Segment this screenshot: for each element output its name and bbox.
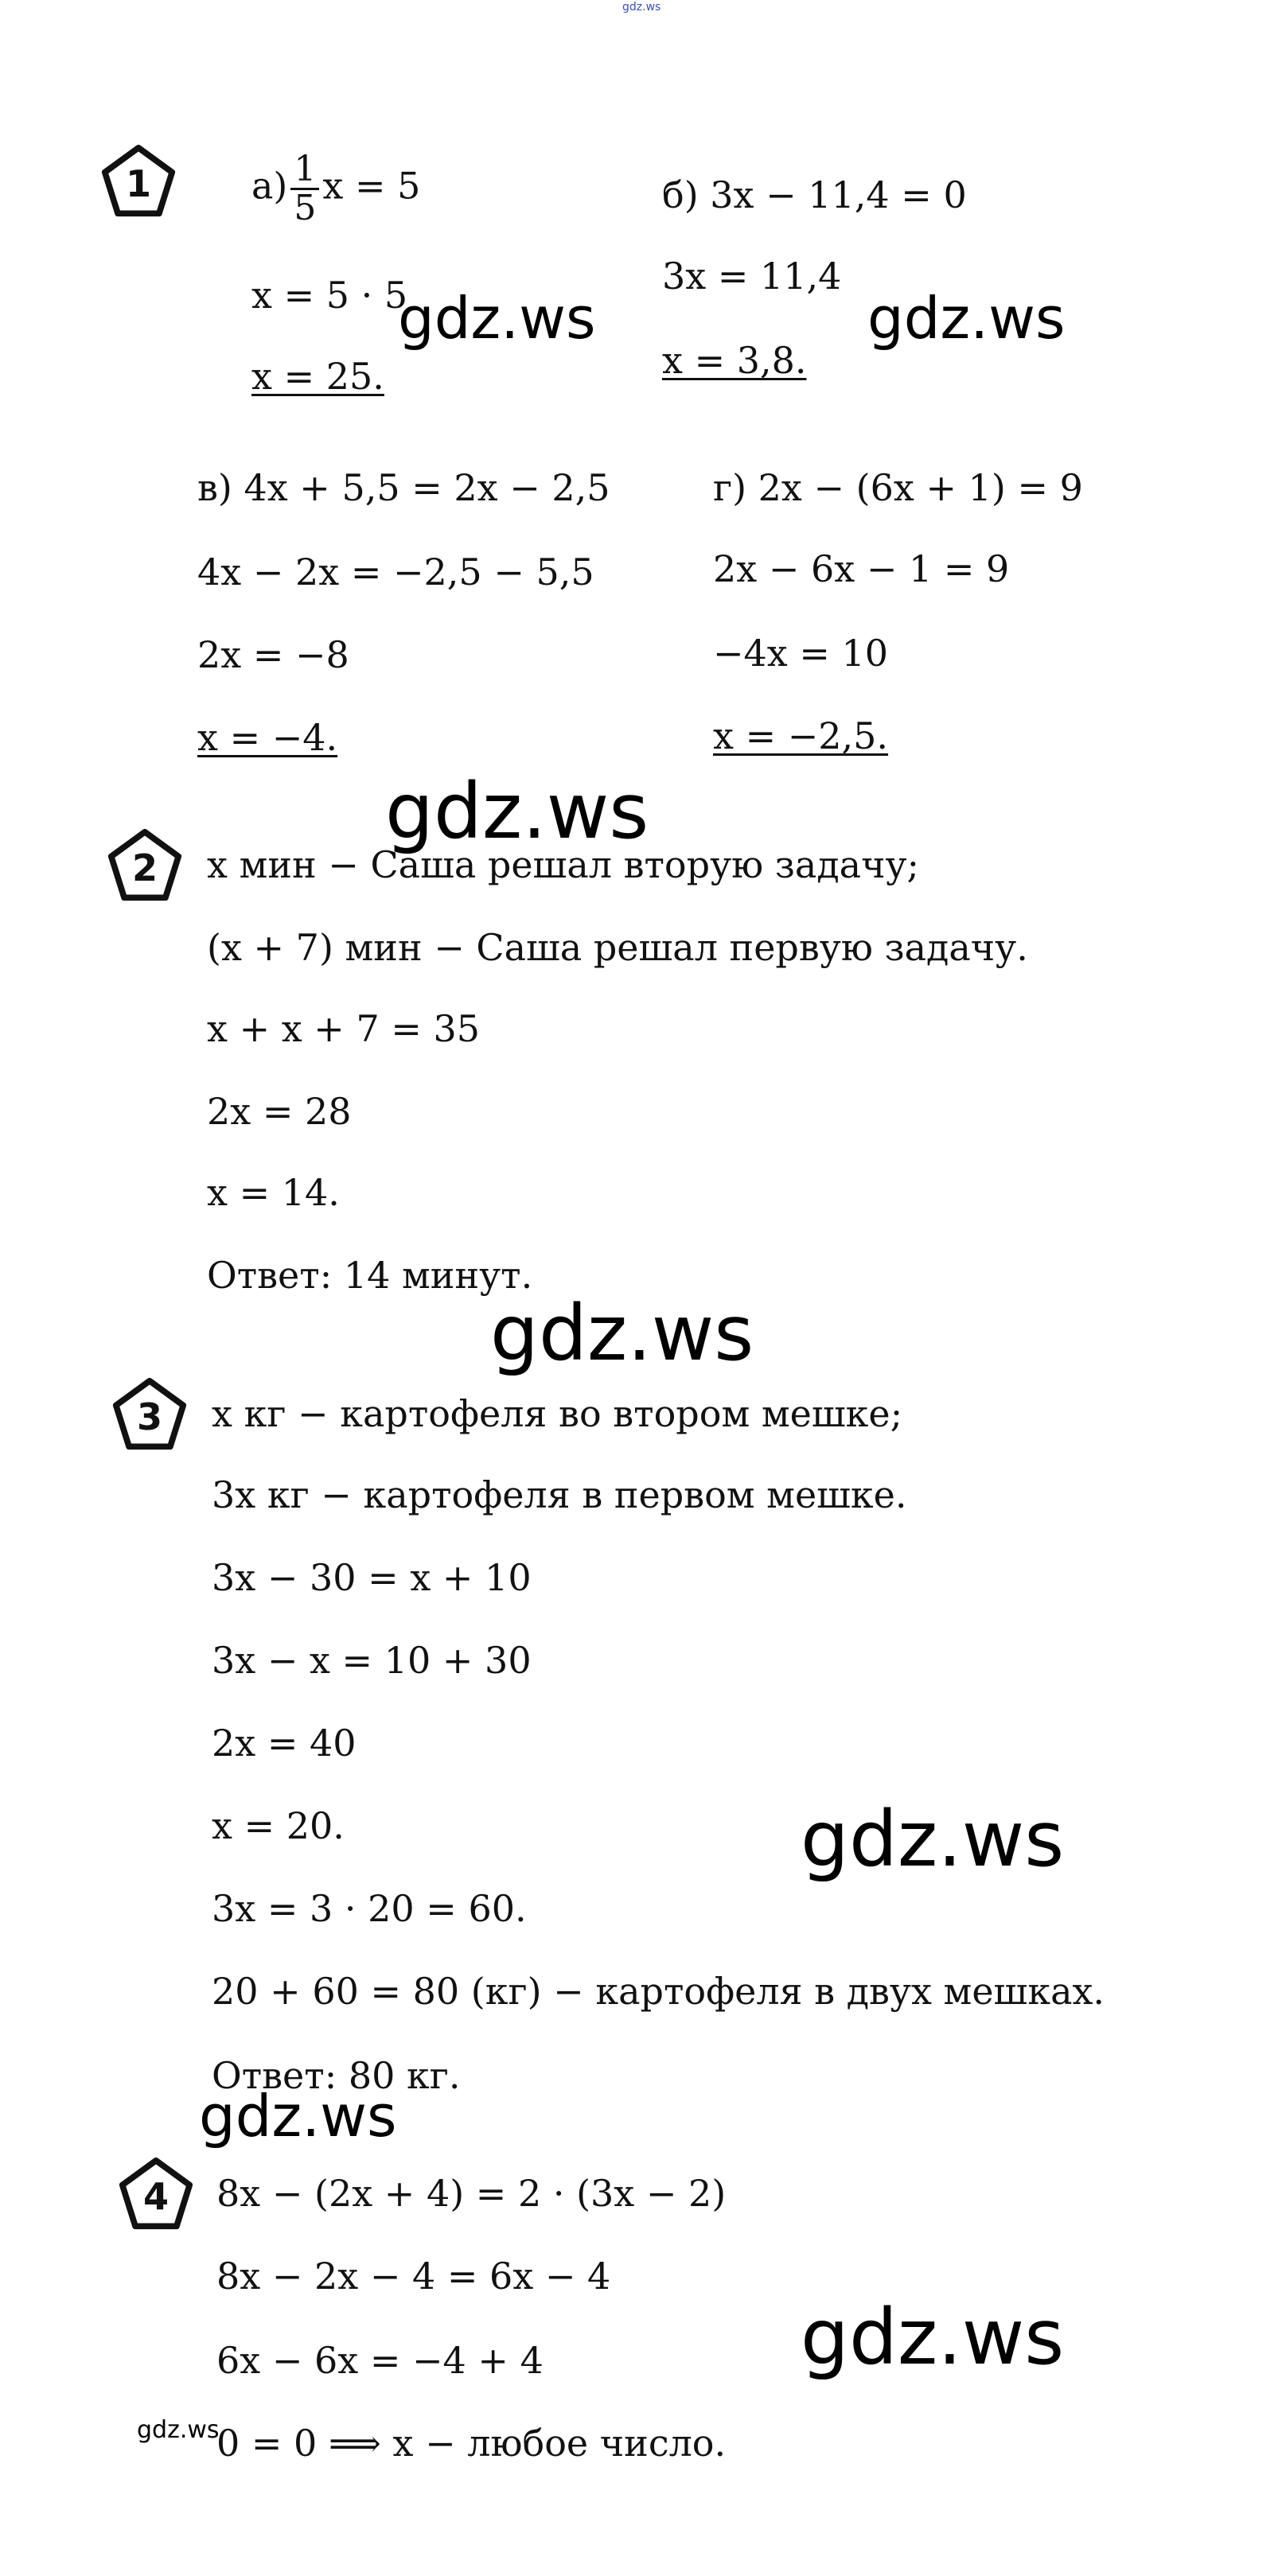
task3-line4: 3x − x = 10 + 30: [212, 1639, 532, 1682]
task2-answer: Ответ: 14 минут.: [207, 1254, 533, 1297]
task1-v-line1: в) 4x + 5,5 = 2x − 2,5: [197, 466, 610, 509]
task1-a-answer: x = 25.: [251, 355, 384, 398]
task2-line4: 2x = 28: [207, 1090, 352, 1133]
task2-line5: x = 14.: [207, 1171, 340, 1214]
header-watermark: gdz.ws: [622, 1, 661, 14]
task4-line4: 0 = 0 ⟹ x − любое число.: [216, 2422, 727, 2465]
task2-line3: x + x + 7 = 35: [207, 1007, 481, 1050]
task3-line2: 3x кг − картофеля в первом мешке.: [212, 1473, 907, 1516]
watermark: gdz.ws: [867, 285, 1066, 352]
task1-a-label: а): [251, 164, 288, 208]
task3-line5: 2x = 40: [212, 1722, 357, 1765]
pentagon-icon: [111, 1376, 188, 1453]
task1-v-line3: 2x = −8: [197, 633, 349, 676]
task1-b-line1: б) 3x − 11,4 = 0: [662, 173, 967, 216]
watermark: gdz.ws: [137, 2416, 220, 2444]
svg-text:2: 2: [131, 846, 158, 890]
task1-a-eq-rest: x = 5: [322, 164, 421, 208]
task4-line3: 6x − 6x = −4 + 4: [216, 2339, 544, 2382]
watermark: gdz.ws: [385, 767, 649, 856]
task1-b-answer: x = 3,8.: [662, 339, 807, 382]
watermark: gdz.ws: [801, 1795, 1065, 1884]
task-number-badge-3: [111, 1376, 188, 1453]
task1-a-line2: x = 5 · 5: [251, 274, 408, 317]
watermark: gdz.ws: [801, 2293, 1065, 2382]
svg-text:3: 3: [136, 1395, 163, 1439]
watermark: gdz.ws: [398, 285, 596, 352]
pentagon-icon: [118, 2156, 194, 2232]
task-number-badge-2: [107, 827, 183, 904]
task1-g-answer: x = −2,5.: [713, 714, 889, 757]
task3-line3: 3x − 30 = x + 10: [212, 1556, 532, 1599]
watermark: gdz.ws: [199, 2083, 397, 2150]
fraction-numerator: 1: [290, 151, 319, 190]
task2-line1: x мин − Саша решал вторую задачу;: [207, 843, 920, 886]
task3-line6: x = 20.: [212, 1804, 345, 1847]
task-number-badge-4: [118, 2156, 194, 2232]
task3-line7: 3x = 3 · 20 = 60.: [212, 1887, 527, 1930]
watermark: gdz.ws: [490, 1289, 754, 1378]
task3-line8: 20 + 60 = 80 (кг) − картофеля в двух мешках.: [212, 1970, 1105, 2013]
task1-g-line1: г) 2x − (6x + 1) = 9: [713, 466, 1083, 509]
svg-text:4: 4: [142, 2175, 170, 2219]
pentagon-icon: [100, 143, 177, 220]
task1-g-line2: 2x − 6x − 1 = 9: [713, 547, 1010, 590]
task3-answer: Ответ: 80 кг.: [212, 2054, 461, 2097]
task1-a-fraction: [290, 151, 319, 227]
task1-a-equation: [251, 151, 420, 227]
pentagon-icon: [107, 827, 183, 904]
svg-text:1: 1: [125, 162, 152, 206]
fraction-denominator: 5: [294, 188, 317, 229]
task4-line2: 8x − 2x − 4 = 6x − 4: [216, 2255, 611, 2298]
task4-line1: 8x − (2x + 4) = 2 · (3x − 2): [216, 2172, 727, 2215]
task1-b-line2: 3x = 11,4: [662, 255, 842, 298]
task-number-badge-1: [100, 143, 177, 220]
task3-line1: x кг − картофеля во втором мешке;: [212, 1392, 903, 1435]
task2-line2: (x + 7) мин − Саша решал первую задачу.: [207, 926, 1028, 969]
task1-v-line2: 4x − 2x = −2,5 − 5,5: [197, 551, 594, 593]
task1-v-answer: x = −4.: [197, 716, 338, 759]
task1-g-line3: −4x = 10: [713, 632, 889, 675]
